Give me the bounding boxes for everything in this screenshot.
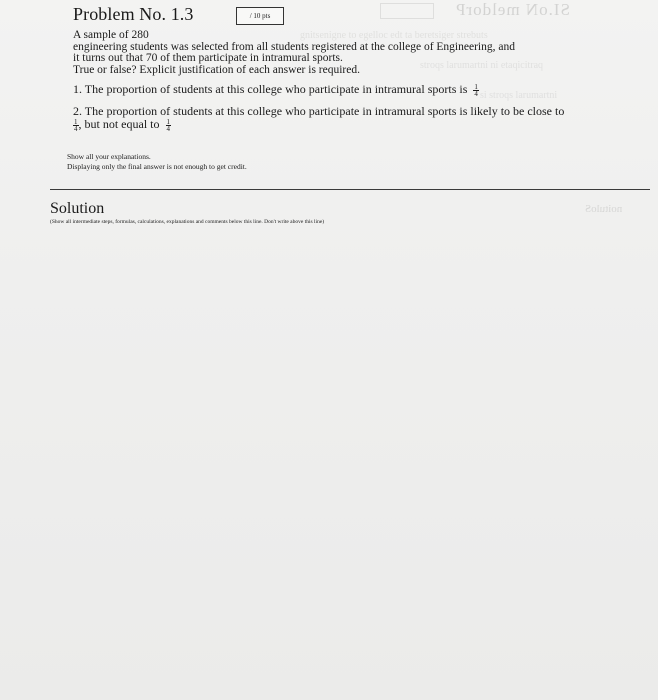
points-box: / 10 pts xyxy=(236,7,284,25)
solution-heading: Solution xyxy=(50,200,105,217)
bleed-through-box xyxy=(380,3,434,19)
divider-line xyxy=(50,189,650,190)
solution-note: (Show all intermediate steps, formulas, calculations, explanations and comments below this line. Don't write above this line) xyxy=(50,219,325,225)
fraction-one-quarter: $\frac{1}{4}$ xyxy=(474,83,478,98)
question-1-text: 1. The proportion of students at this college who participate in intramural sports is xyxy=(73,82,468,96)
question-2-text: 2. The proportion of students at this college who participate in intramural sports is likely to be close to xyxy=(73,104,565,118)
problem-title: Problem No. 1.3 xyxy=(73,4,194,24)
statement-line: True or false? Explicit justification of each answer is required. xyxy=(73,63,360,76)
statement-line: it turns out that 70 of them participate in intramural sports. xyxy=(73,52,343,64)
fraction-one-quarter: $\frac{1}{4}$ xyxy=(166,118,170,133)
statement-line: engineering students was selected from all students registered at the college of Engineering, and xyxy=(73,40,515,53)
bleed-through-text: si stroqs larumartni xyxy=(480,90,558,101)
statement-line: A sample of 280 xyxy=(73,29,149,41)
question-2-text-mid: , but not equal to xyxy=(78,117,160,131)
instruction-line: Show all your explanations. xyxy=(67,152,151,161)
question-1 xyxy=(73,83,613,97)
fraction-one-quarter: $\frac{1}{4}$ xyxy=(74,118,78,133)
question-2-continued xyxy=(73,118,613,132)
bleed-through-text: stroqs larumartni ni etaqicitraq xyxy=(420,60,544,71)
bleed-through-text: gnitsenigne to egelloc edt ta beretsiger strebuts xyxy=(300,30,488,41)
instruction-line: Displaying only the final answer is not enough to get credit. xyxy=(67,162,247,171)
problem-statement xyxy=(73,30,613,132)
bleed-through-solution: noituloS xyxy=(585,203,623,215)
bleed-through-title: SI.oN meldorP xyxy=(455,0,570,19)
instructions xyxy=(67,152,247,172)
